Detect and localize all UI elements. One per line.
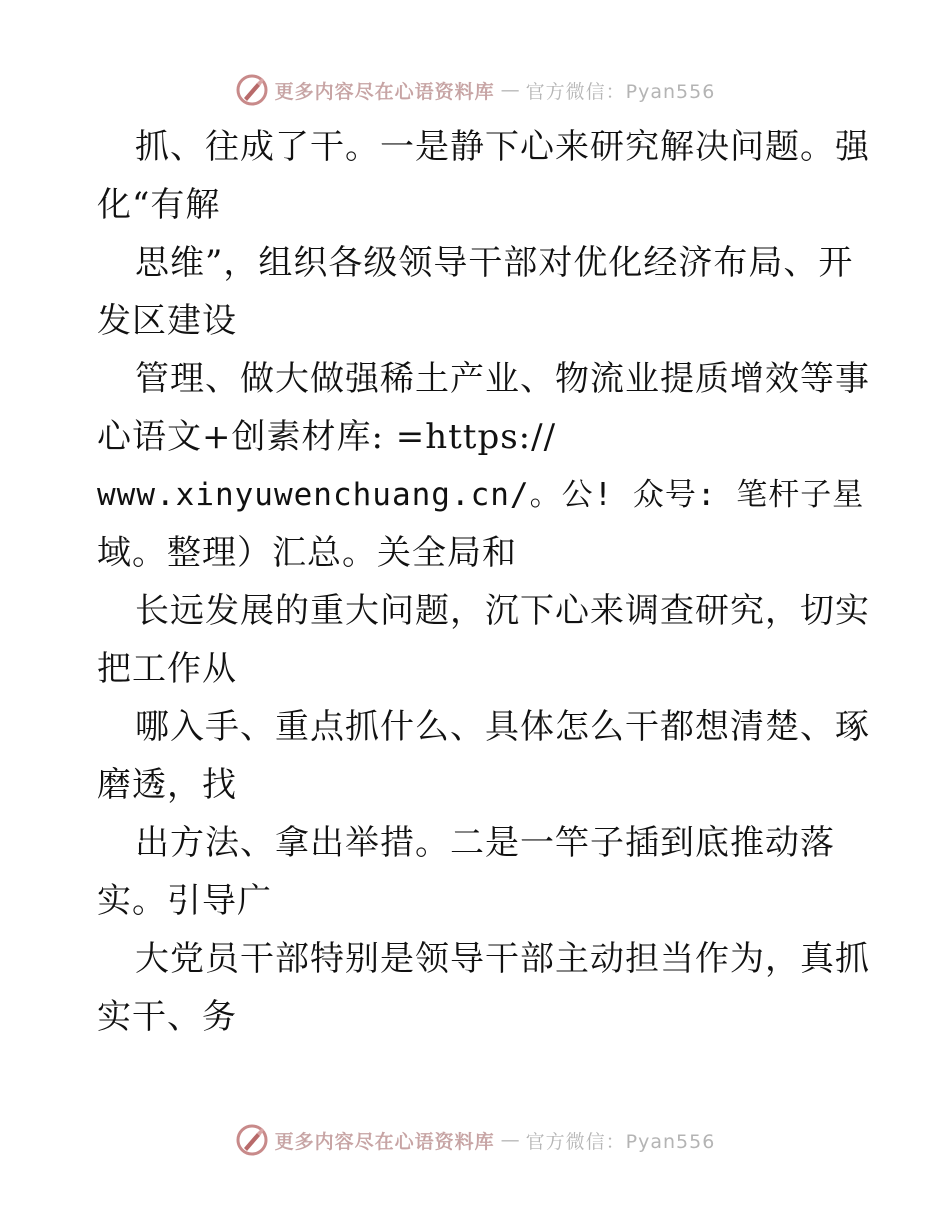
pen-logo-icon — [235, 73, 269, 107]
watermark-dash: — — [500, 79, 520, 101]
footer-watermark — [0, 1120, 950, 1160]
document-body — [97, 118, 870, 1046]
header-watermark — [0, 70, 950, 110]
text-line: 磨透，找 — [97, 765, 237, 805]
watermark-sub-text: 官方微信：Pyan556 — [525, 80, 716, 103]
text-line: 心语文+创素材库: =https:// — [97, 417, 557, 457]
watermark-group — [235, 1123, 716, 1157]
pen-logo-icon — [235, 1123, 269, 1157]
text-line: 长远发展的重大问题，沉下心来调查研究，切实 — [135, 591, 870, 631]
text-line: 实干、务 — [97, 997, 237, 1037]
text-line: 把工作从 — [97, 649, 237, 689]
text-line: 抓、往成了干。一是静下心来研究解决问题。强 — [135, 127, 870, 167]
text-line: 发区建设 — [97, 301, 237, 341]
watermark-main-text: 更多内容尽在心语资料库 — [274, 1130, 495, 1153]
watermark-sub-text: 官方微信：Pyan556 — [525, 1130, 716, 1153]
text-line: www.xinyuwenchuang.cn/。公! 众号: 笔杆子星 — [97, 477, 865, 513]
text-line: 思维”，组织各级领导干部对优化经济布局、开 — [135, 243, 854, 283]
text-line: 实。引导广 — [97, 881, 272, 921]
text-line: 域。整理）汇总。关全局和 — [97, 533, 517, 573]
watermark-group — [235, 73, 716, 107]
text-line: 大党员干部特别是领导干部主动担当作为，真抓 — [135, 939, 870, 979]
text-line: 管理、做大做强稀土产业、物流业提质增效等事 — [135, 359, 870, 399]
text-line: 哪入手、重点抓什么、具体怎么干都想清楚、琢 — [135, 707, 870, 747]
watermark-dash: — — [500, 1129, 520, 1151]
text-line: 化“有解 — [97, 185, 221, 225]
text-line: 出方法、拿出举措。二是一竿子插到底推动落 — [135, 823, 835, 863]
watermark-main-text: 更多内容尽在心语资料库 — [274, 80, 495, 103]
